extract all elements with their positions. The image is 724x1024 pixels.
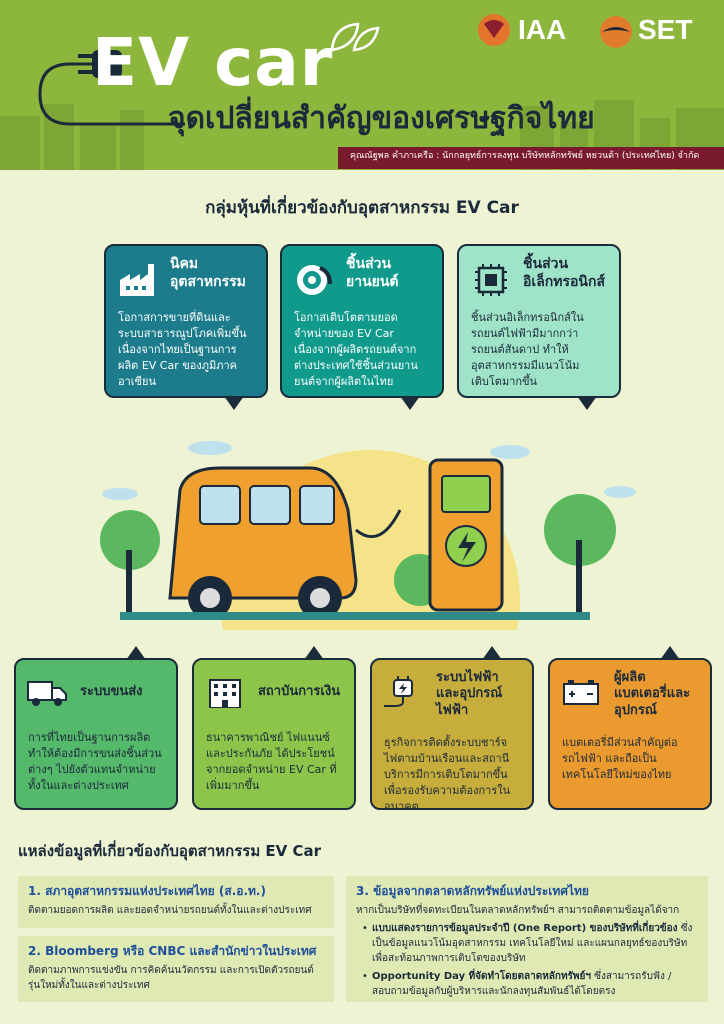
card-tail <box>400 396 420 410</box>
bullet-text: ซึ่งสามารถรับฟัง / สอบถามข้อมูลกับผู้บริหารและนักลงทุนสัมพันธ์ได้โดยตรง <box>372 970 672 997</box>
source-bullet <box>372 969 698 999</box>
card-title: ระบบขนส่ง <box>80 683 143 699</box>
source-text: หากเป็นบริษัทที่จดทะเบียนในตลาดหลักทรัพย์ฯ สามารถติดตามข้อมูลได้จาก <box>356 904 680 916</box>
source-item-fti <box>18 876 334 928</box>
bullet-text: ซึ่งเป็นข้อมูลแนวโน้มอุตสาหกรรม เทคโนโลยีใหม่ และแผนกลยุทธ์ของบริษัทเพื่อสะท้อนภาพการเติบโตของบริษัท <box>372 922 693 964</box>
source-heading: 1. สภาอุตสาหกรรมแห่งประเทศไทย (ส.อ.ท.) <box>28 884 266 898</box>
card-electronics <box>457 244 621 398</box>
chip-icon <box>471 262 511 298</box>
card-tail <box>224 396 244 410</box>
set-logo-icon <box>598 14 634 50</box>
bullet-bold: แบบแสดงรายการข้อมูลประจำปี (One Report) ของบริษัทที่เกี่ยวข้อง <box>372 922 678 934</box>
source-item-news <box>18 936 334 1002</box>
set-logo-text: SET <box>638 14 693 45</box>
card-body: โอกาสการขายที่ดินและระบบสาธารณูปโภคเพิ่มขึ้น เนื่องจากไทยเป็นฐานการผลิต EV Car ของภูมิภาคอาเซียน <box>118 311 247 388</box>
card-body: การที่ไทยเป็นฐานการผลิต ทำให้ต้องมีการขนส่งชิ้นส่วนต่างๆ ไปยังตัวแทนจำหน่ายทั้งในและต่างประเทศ <box>28 731 162 792</box>
card-electrical <box>370 658 534 813</box>
card-title: ชิ้นส่วน ยานยนต์ <box>346 256 399 290</box>
card-battery <box>548 658 712 810</box>
title-ev-car: EV car <box>92 24 334 101</box>
sources-title: แหล่งข้อมูลที่เกี่ยวข้องกับอุตสาหกรรม EV Car <box>18 842 322 860</box>
bullet-bold: Opportunity Day ที่จัดทำโดยตลาดหลักทรัพย์ฯ <box>372 970 591 982</box>
source-heading: 2. Bloomberg หรือ CNBC และสำนักข่าวในประเทศ <box>28 944 317 958</box>
source-bullet <box>372 921 698 966</box>
card-auto-parts <box>280 244 444 398</box>
plug-icon <box>382 676 424 708</box>
header-banner <box>0 0 724 170</box>
byline-text: คุณณัฐพล คำภาเครือ : นักกลยุทธ์การลงทุน บริษัทหลักทรัพย์ หยวนต้า (ประเทศไทย) จำกัด <box>350 151 700 161</box>
card-title: ผู้ผลิตแบตเตอรี่และอุปกรณ์ <box>614 670 691 718</box>
card-title: ชิ้นส่วน อิเล็กทรอนิกส์ <box>523 256 605 290</box>
source-heading: 3. ข้อมูลจากตลาดหลักทรัพย์แห่งประเทศไทย <box>356 884 589 898</box>
disc-brake-icon <box>294 262 334 298</box>
card-transport <box>14 658 178 810</box>
title-thai: จุดเปลี่ยนสำคัญของเศรษฐกิจไทย <box>168 101 595 136</box>
ev-car-charging-illustration <box>100 430 640 630</box>
card-industrial-estate <box>104 244 268 398</box>
iaa-logo-text: IAA <box>518 14 567 45</box>
battery-icon <box>560 676 602 708</box>
card-body: ชิ้นส่วนอิเล็กทรอนิกส์ในรถยนต์ไฟฟ้ามีมากกว่ารถยนต์สันดาป ทำให้อุตสาหกรรมมีแนวโน้มเติบโตมากขึ้น <box>471 311 584 388</box>
iaa-logo-icon <box>476 12 512 48</box>
card-body: ธุรกิจการติดตั้งระบบชาร์จไฟตามบ้านเรือนและสถานีบริการมีการเติบโตมากขึ้นเพื่อรองรับความต้องการในอนาคต <box>384 735 511 813</box>
source-item-set <box>346 876 708 1002</box>
card-tail <box>126 646 146 660</box>
section-title: กลุ่มหุ้นที่เกี่ยวข้องกับอุตสาหกรรม EV Car <box>205 198 519 218</box>
factory-icon <box>118 262 158 298</box>
building-icon <box>204 676 246 708</box>
card-title: ระบบไฟฟ้าและอุปกรณ์ไฟฟ้า <box>436 670 503 718</box>
source-text: ติดตามภาพการแข่งขัน การคิดค้นนวัตกรรม และการเปิดตัวรถยนต์รุ่นใหม่ทั้งในและต่างประเทศ <box>28 964 314 991</box>
card-title: สถาบันการเงิน <box>258 683 341 699</box>
card-tail <box>660 646 680 660</box>
card-body: ธนาคารพาณิชย์ ไฟแนนซ์ และประกันภัย ได้ประโยชน์จากยอดจำหน่าย EV Car ที่เพิ่มมากขึ้น <box>206 731 337 792</box>
card-title: นิคม อุตสาหกรรม <box>170 256 246 290</box>
card-body: โอกาสเติบโตตามยอดจำหน่ายของ EV Car เนื่องจากผู้ผลิตรถยนต์จากต่างประเทศใช้ชิ้นส่วนยานยนต์จากผู้ผลิตในไทย <box>294 311 418 388</box>
card-tail <box>577 396 597 410</box>
card-financial <box>192 658 356 810</box>
truck-icon <box>26 676 68 708</box>
card-tail <box>482 646 502 660</box>
leaf-icon <box>328 20 382 54</box>
card-tail <box>304 646 324 660</box>
source-text: ติดตามยอดการผลิต และยอดจำหน่ายรถยนต์ทั้งในและต่างประเทศ <box>28 904 312 916</box>
card-body: แบตเตอรี่มีส่วนสำคัญต่อรถไฟฟ้า และถือเป็นเทคโนโลยีใหม่ของไทย <box>562 735 678 781</box>
